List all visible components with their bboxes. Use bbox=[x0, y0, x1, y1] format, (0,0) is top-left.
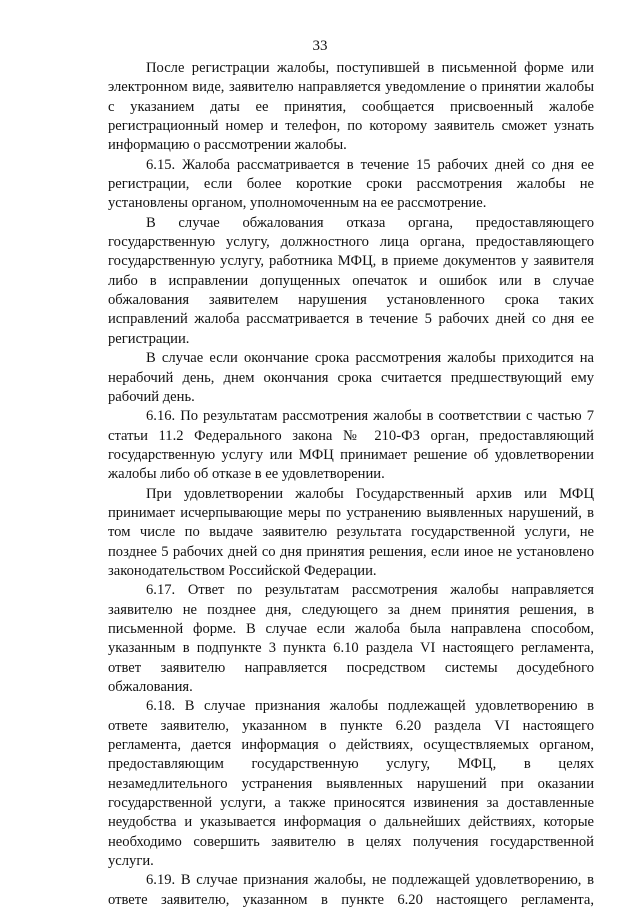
document-body bbox=[108, 59, 594, 910]
paragraph-6-19-text: 6.19. В случае признания жалобы, не подлежащей удовлетворению, в ответе заявителю, указанном в пункте 6.20 настоящего регламента, bbox=[108, 872, 594, 908]
paragraph-satisfaction-measures: При удовлетворении жалобы Государственный архив или МФЦ принимает исчерпывающие меры по устранению выявленных нарушений, в том числе по выдаче заявителю результата государственной услуги, не позднее 5 рабочих дней со дня принятия решения, если иное не установлено законодательством Российской Федерации. bbox=[108, 485, 594, 579]
paragraph-6-17: 6.17. Ответ по результатам рассмотрения жалобы направляется заявителю не позднее дня, следующего за днем принятия решения, в письменной форме. В случае если жалоба была направлена способом, указанным в подпункте 3 пункта 6.10 раздела VI настоящего регламента, ответ заявителю направляется посредством системы досудебного обжалования. bbox=[108, 582, 594, 695]
paragraph-non-working-day: В случае если окончание срока рассмотрения жалобы приходится на нерабочий день, днем окончания срока считается предшествующий ему рабочий день. bbox=[108, 350, 594, 405]
paragraph-6-15: 6.15. Жалоба рассматривается в течение 15 рабочих дней со дня ее регистрации, если более короткие сроки рассмотрения жалобы не установлены органом, уполномоченным на ее рассмотрение. bbox=[108, 156, 594, 212]
paragraph-6-19 bbox=[108, 871, 594, 910]
paragraph-appeal-refusal: В случае обжалования отказа органа, предоставляющего государственную услугу, должностного лица органа, предоставляющего государственную услугу, работника МФЦ, в приеме документов у заявителя либо в исправлении допущенных опечаток и ошибок или в случае обжалования заявителем нарушения установленного срока таких исправлений жалоба рассматривается в течение 5 рабочих дней со дня ее регистрации. bbox=[108, 214, 594, 347]
paragraph-complaint-registration: После регистрации жалобы, поступившей в письменной форме или электронном виде, заявителю направляется уведомление о принятии жалобы с указанием даты ее принятия, сообщается присвоенный жалобе регистрационный номер и телефон, по которому заявитель сможет узнать информацию о рассмотрении жалобы. bbox=[108, 60, 594, 154]
paragraph-6-18: 6.18. В случае признания жалобы подлежащей удовлетворению в ответе заявителю, указанном в пункте 6.20 раздела VI настоящего регламента, дается информация о действиях, осуществляемых органом, предоставляющим государственную услугу, МФЦ, в целях незамедлительного устранения выявленных нарушений при оказании государственной услуги, а также приносятся извинения за доставленные неудобства и указывается информация о дальнейших действиях, которые необходимо совершить заявителю в целях получения государственной услуги. bbox=[108, 698, 594, 870]
paragraph-6-16: 6.16. По результатам рассмотрения жалобы в соответствии с частью 7 статьи 11.2 Федерального закона № 210-ФЗ орган, предоставляющий государственную услугу или МФЦ принимает решение об удовлетворении жалобы либо об отказе в ее удовлетворении. bbox=[108, 408, 594, 483]
page-number: 33 bbox=[312, 38, 328, 54]
